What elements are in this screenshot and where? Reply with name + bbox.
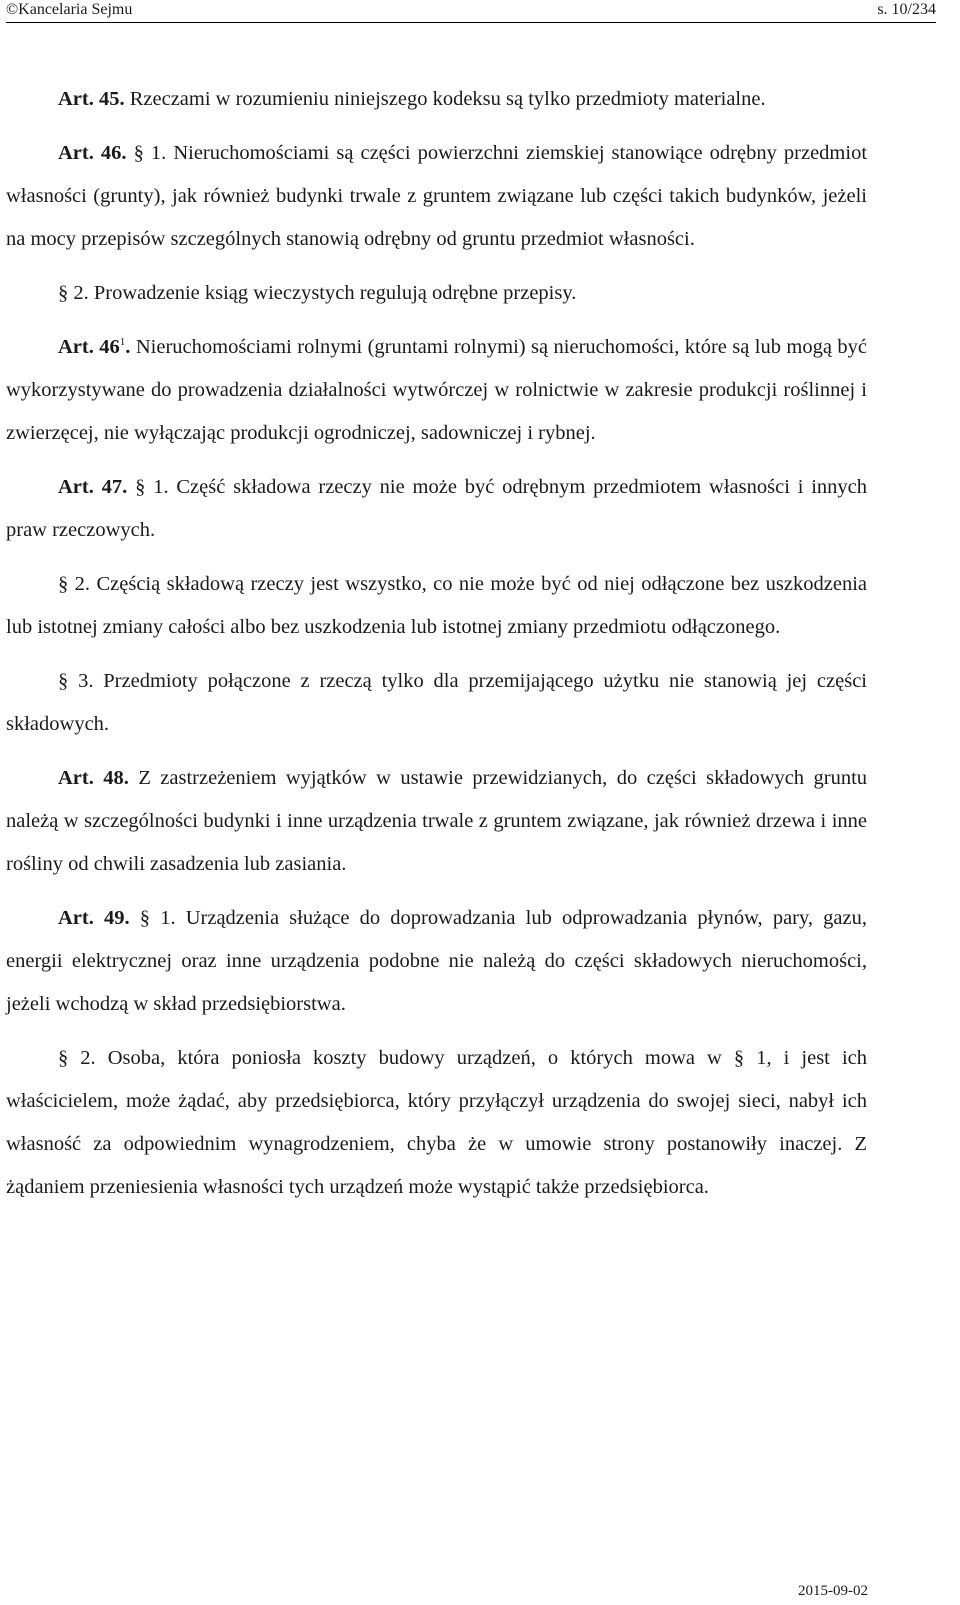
article-label: Art. 47. [58,476,128,498]
article-label: Art. 46. [58,142,127,164]
article-47-par-1 [6,466,867,552]
article-label: Art. 45. [58,88,125,110]
article-text: § 3. Przedmioty połączone z rzeczą tylko dla przemijającego użytku nie stanowią jej części składowych. [6,670,867,735]
article-49-par-1 [6,897,867,1026]
document-body [6,78,867,1220]
page-number: s. 10/234 [877,1,936,18]
article-47-par-2 [6,563,867,649]
publisher-label: ©Kancelaria Sejmu [6,1,133,18]
page-header [6,0,936,23]
article-text: § 2. Osoba, która poniosła koszty budowy urządzeń, o których mowa w § 1, i jest ich właścicielem, może żądać, aby przedsiębiorca, który przyłączył urządzenia do swojej sieci, nabył ich własność za odpowiednim wynagrodzeniem, chyba że w umowie strony postanowiły inaczej. Z żądaniem przeniesienia własności tych urządzeń może wystąpić także przedsiębiorca. [6,1047,867,1198]
article-47-par-3 [6,660,867,746]
article-48 [6,757,867,886]
article-label: Art. 49. [58,907,130,929]
article-46-par-2 [6,272,867,315]
article-text: Nieruchomościami rolnymi (gruntami rolnymi) są nieruchomości, które są lub mogą być wykorzystywane do prowadzenia działalności wytwórczej w rolnictwie w zakresie produkcji roślinnej i zwierzęcej, nie wyłączając produkcji ogrodniczej, sadowniczej i rybnej. [6,336,868,444]
article-text: Z zastrzeżeniem wyjątków w ustawie przewidzianych, do części składowych gruntu należą w szczególności budynki i inne urządzenia trwale z gruntem związane, jak również drzewa i inne rośliny od chwili zasadzenia lub zasiania. [6,767,868,875]
article-text: Rzeczami w rozumieniu niniejszego kodeksu są tylko przedmioty materialne. [129,88,766,110]
article-label: Art. 46 [58,336,120,358]
footer-date: 2015-09-02 [798,1583,868,1599]
article-text: § 2. Prowadzenie ksiąg wieczystych regulują odrębne przepisy. [58,282,577,304]
article-46-par-1 [6,132,867,261]
article-text: § 1. Nieruchomościami są części powierzchni ziemskiej stanowiące odrębny przedmiot własności (grunty), jak również budynki trwale z gruntem związane lub części takich budynków, jeżeli na mocy przepisów szczególnych stanowią odrębny od gruntu przedmiot własności. [6,142,868,250]
article-text: § 2. Częścią składową rzeczy jest wszystko, co nie może być od niej odłączone bez uszkodzenia lub istotnej zmiany całości albo bez uszkodzenia lub istotnej zmiany przedmiotu odłączonego. [6,573,867,638]
article-label-dot: . [125,336,131,358]
article-superscript: 1 [119,336,126,349]
article-45 [6,78,867,121]
article-46-1 [6,326,867,455]
article-label: Art. 48. [58,767,129,789]
article-49-par-2 [6,1037,867,1209]
article-text: § 1. Część składowa rzeczy nie może być odrębnym przedmiotem własności i innych praw rzeczowych. [6,476,868,541]
article-text: § 1. Urządzenia służące do doprowadzania lub odprowadzania płynów, pary, gazu, energii elektrycznej oraz inne urządzenia podobne nie należą do części składowych nieruchomości, jeżeli wchodzą w skład przedsiębiorstwa. [6,907,868,1015]
